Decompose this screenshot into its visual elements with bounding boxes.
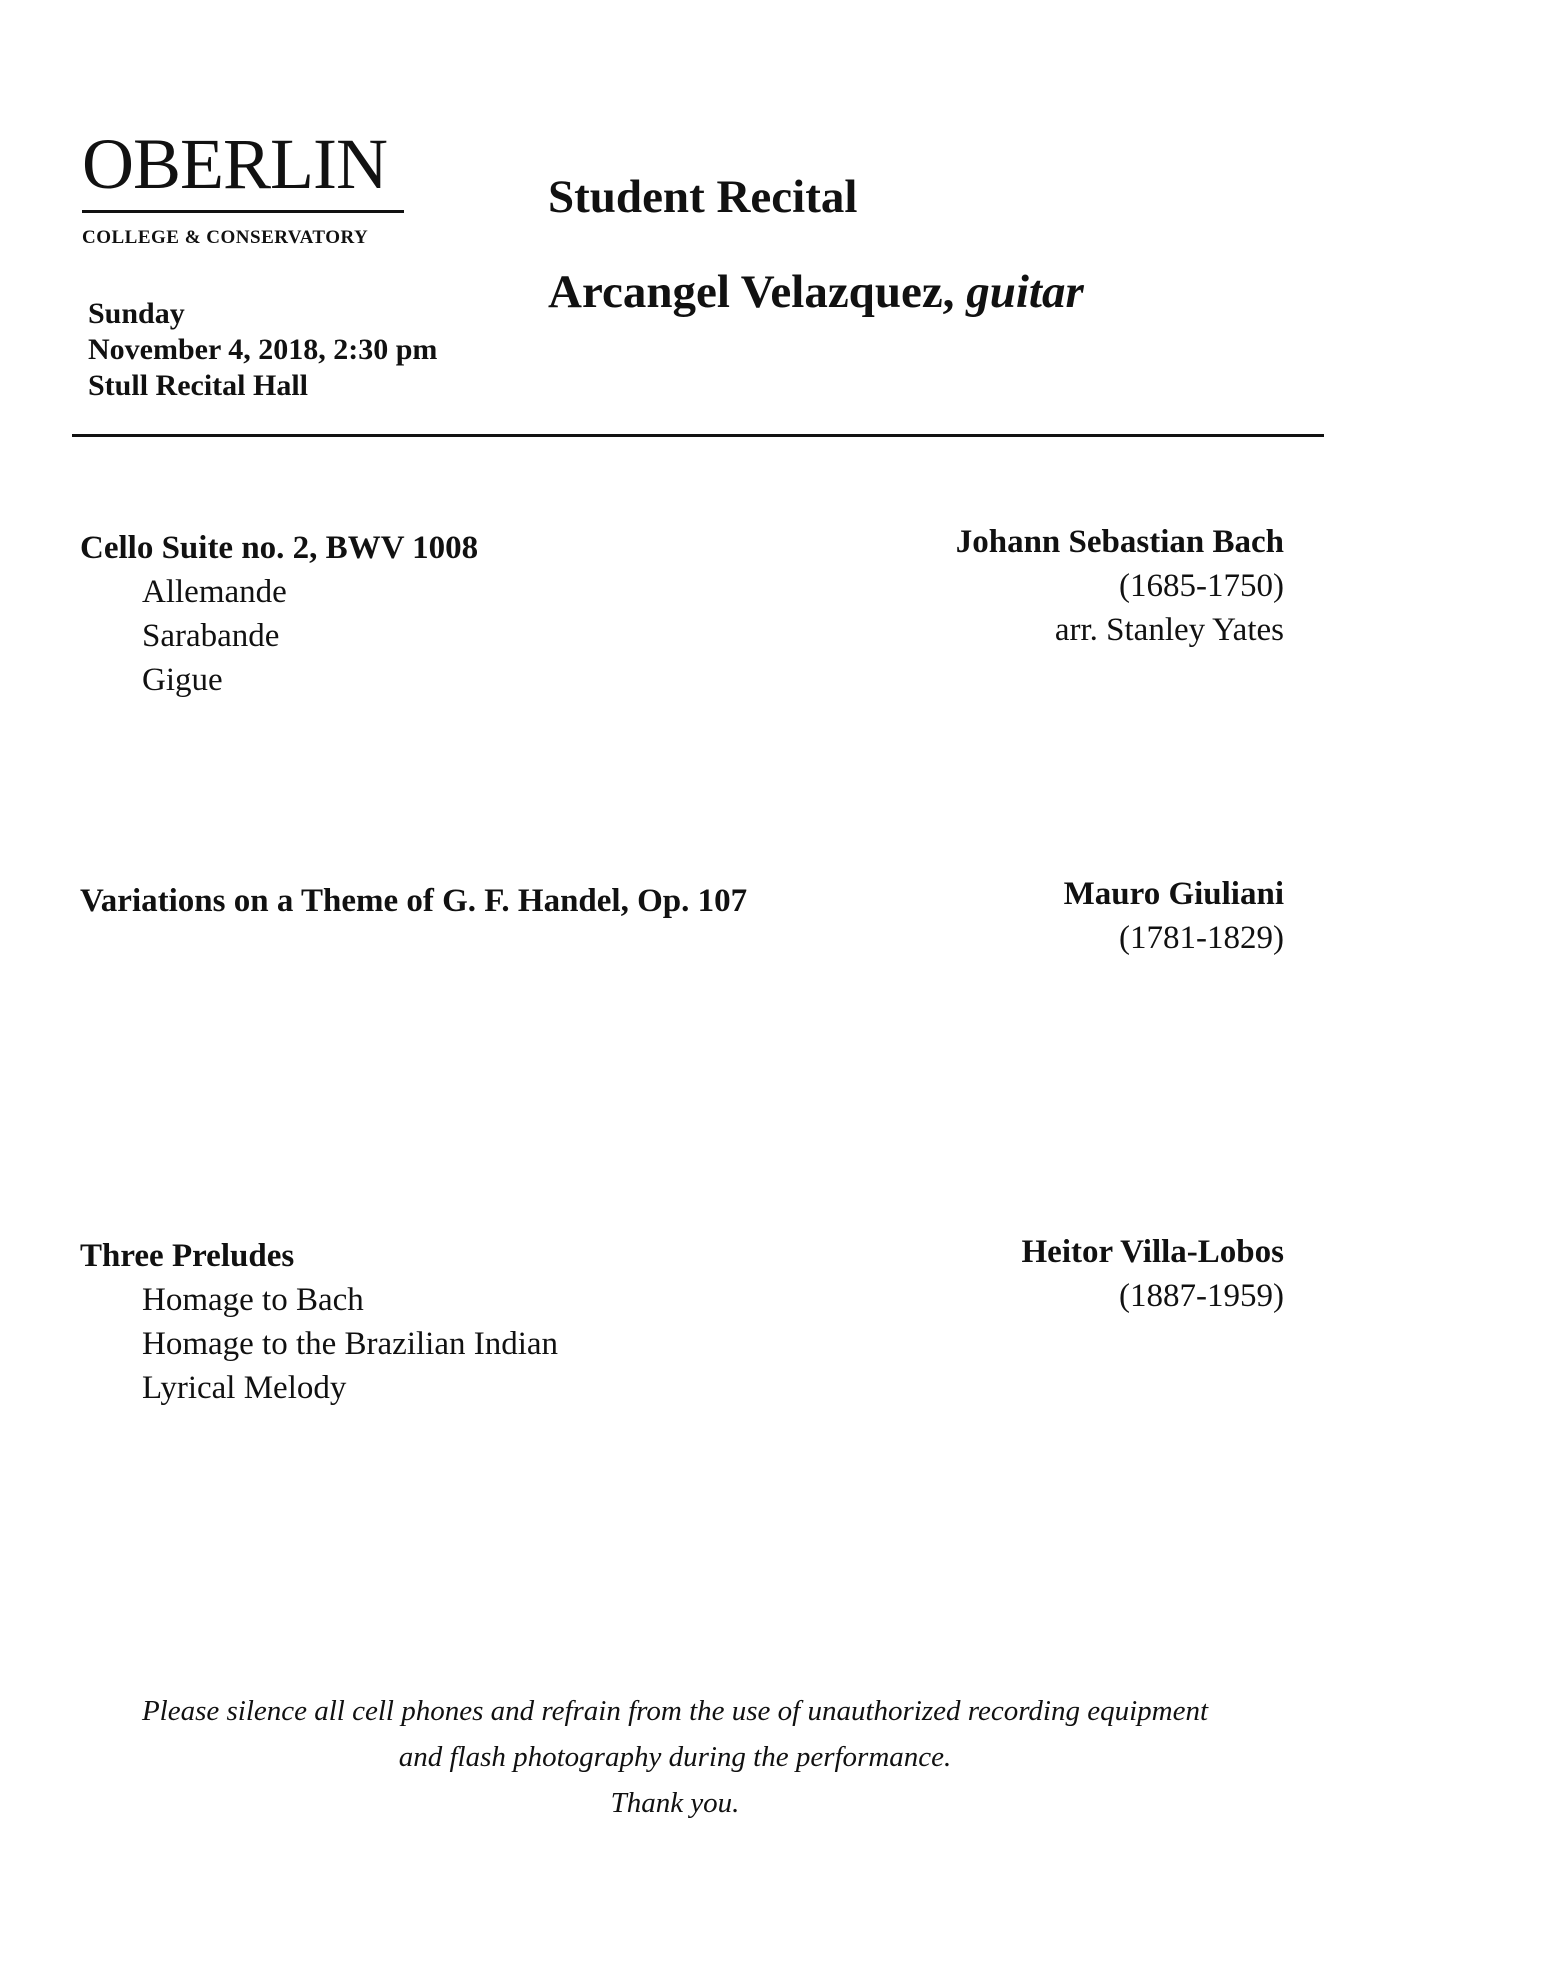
composer-name: Johann Sebastian Bach [955,524,1284,560]
event-datetime: November 4, 2018, 2:30 pm [88,333,438,366]
header-divider [72,434,1324,437]
oberlin-logo [82,124,412,249]
piece-title: Cello Suite no. 2, BWV 1008 [80,530,479,566]
recital-title: Student Recital [548,171,858,223]
logo-subtitle: COLLEGE & CONSERVATORY [82,227,369,248]
event-day: Sunday [88,297,185,330]
arranger: arr. Stanley Yates [1054,612,1284,648]
program-piece-2 [80,879,747,923]
composer-name: Heitor Villa-Lobos [1021,1234,1284,1270]
logo-wordmark: OBERLIN [82,124,387,204]
composer-dates: (1685-1750) [1119,568,1284,604]
program-piece-3 [80,1234,558,1410]
composer-dates: (1887-1959) [1119,1278,1284,1314]
piece-title: Three Preludes [80,1238,295,1274]
movement: Gigue [142,662,223,698]
program-composer-3 [1022,1230,1285,1318]
program-composer-1 [956,520,1284,652]
movement: Lyrical Melody [142,1370,347,1406]
performer-name: Arcangel Velazquez, [548,266,955,318]
event-venue: Stull Recital Hall [88,369,308,402]
audience-notice [0,1688,1350,1826]
performer-line [548,265,1084,319]
notice-line: and flash photography during the performance. [398,1741,952,1773]
program-composer-2 [1064,872,1284,960]
piece-title: Variations on a Theme of G. F. Handel, Op. 107 [80,883,748,919]
movement: Allemande [142,574,287,610]
performer-instrument: guitar [966,266,1084,318]
notice-thanks: Thank you. [610,1787,740,1819]
program-piece-1 [80,526,478,702]
logo-rule [82,210,404,213]
composer-dates: (1781-1829) [1119,920,1284,956]
notice-line: Please silence all cell phones and refrain from the use of unauthorized recording equipment [141,1695,1209,1727]
movement: Sarabande [142,618,280,654]
composer-name: Mauro Giuliani [1063,876,1284,912]
event-info [88,296,437,404]
movement: Homage to the Brazilian Indian [142,1326,559,1362]
movement: Homage to Bach [142,1282,364,1318]
